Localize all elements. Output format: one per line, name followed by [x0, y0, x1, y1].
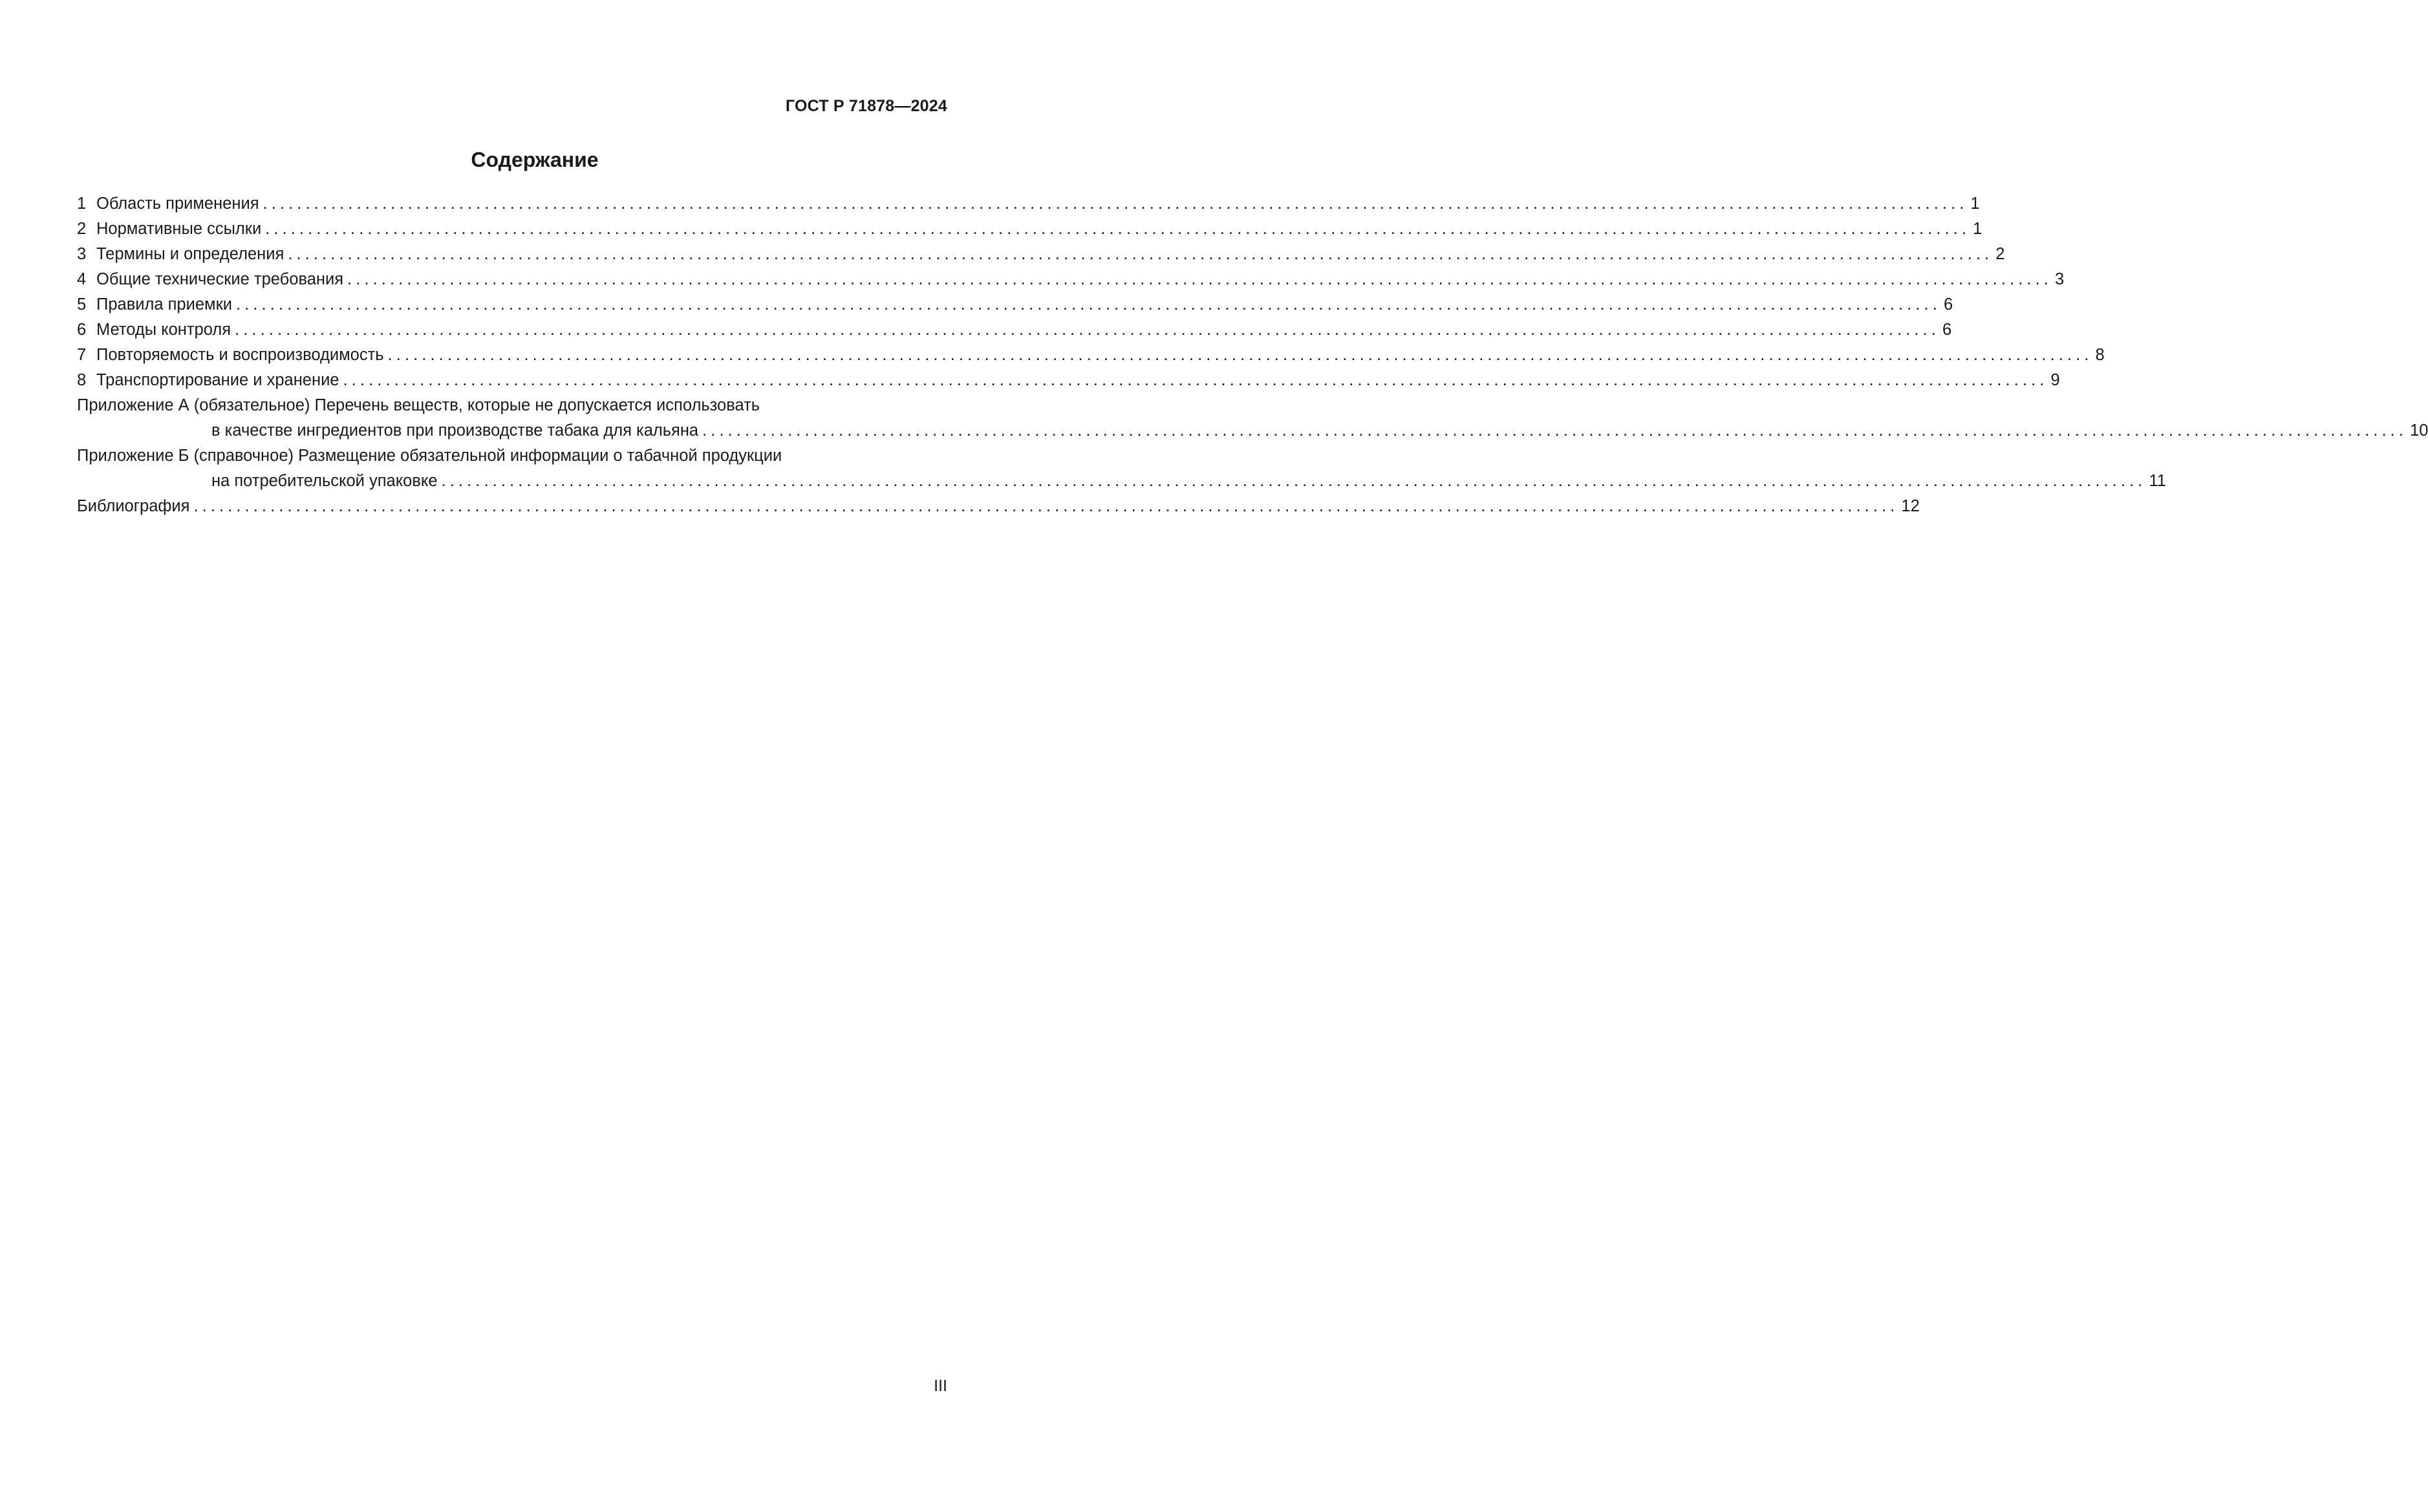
- toc-entry-page: 11: [2149, 472, 2166, 490]
- toc-entry-label: Правила приемки: [96, 295, 232, 314]
- toc-appendix-a-title[interactable]: [77, 393, 948, 418]
- toc-leader-dots: ........................................................................................................................................................................................................: [235, 295, 1941, 314]
- toc-entry-page: 3: [2054, 270, 2065, 288]
- toc-entry-number: 6: [77, 321, 87, 339]
- toc-bibliography[interactable]: [77, 494, 1920, 519]
- toc-entry-number: 8: [77, 371, 87, 389]
- toc-appendix-a-continuation[interactable]: [77, 418, 2428, 443]
- toc-entry-page: 1: [1973, 220, 1982, 238]
- toc-entry-1[interactable]: [77, 191, 1980, 217]
- toc-appendix-b-title[interactable]: [77, 443, 948, 469]
- toc-entry-label: Методы контроля: [96, 321, 231, 339]
- toc-entry-label: Повторяемость и воспроизводимость: [96, 346, 384, 364]
- toc-entry-number: 4: [77, 270, 87, 288]
- toc-leader-dots: ........................................................................................................................................................................................................: [288, 245, 1993, 263]
- toc-entry-7[interactable]: [77, 343, 2105, 368]
- toc-entry-page: 8: [2095, 346, 2105, 364]
- toc-leader-dots: ........................................................................................................................................................................................................: [387, 346, 2093, 364]
- toc-entry-number: 1: [77, 195, 87, 213]
- toc-leader-dots: ........................................................................................................................................................................................................: [702, 421, 2408, 440]
- toc-entry-6[interactable]: [77, 317, 1952, 343]
- toc-entry-label: Термины и определения: [96, 245, 285, 263]
- toc-appendix-label: Приложение Б (справочное) Размещение обязательной информации о табачной продукции: [77, 447, 782, 465]
- toc-entry-3[interactable]: [77, 242, 2005, 267]
- toc-entry-page: 9: [2050, 371, 2060, 389]
- toc-entry-label: Транспортирование и хранение: [96, 371, 339, 389]
- document-number: ГОСТ Р 71878—2024: [785, 97, 947, 115]
- toc-appendix-b-continuation[interactable]: [77, 469, 2166, 494]
- toc-entry-page: 10: [2410, 421, 2428, 440]
- table-of-contents: [77, 191, 2428, 519]
- toc-leader-dots: ........................................................................................................................................................................................................: [235, 321, 1940, 339]
- toc-entry-5[interactable]: [77, 292, 1953, 317]
- toc-leader-dots: ........................................................................................................................................................................................................: [265, 220, 1971, 238]
- toc-entry-number: 7: [77, 346, 87, 364]
- toc-appendix-label-cont: в качестве ингредиентов при производстве табака для кальяна: [211, 421, 699, 440]
- toc-entry-number: 2: [77, 220, 87, 238]
- toc-entry-label: Общие технические требования: [96, 270, 344, 288]
- toc-entry-page: 2: [1995, 245, 2005, 263]
- toc-leader-dots: ........................................................................................................................................................................................................: [263, 195, 1968, 213]
- toc-entry-number: 3: [77, 245, 87, 263]
- toc-entry-label: Область применения: [96, 195, 259, 213]
- toc-entry-number: 5: [77, 295, 87, 314]
- toc-leader-dots: ........................................................................................................................................................................................................: [193, 497, 1899, 515]
- toc-leader-dots: ........................................................................................................................................................................................................: [343, 371, 2048, 389]
- toc-leader-dots: ........................................................................................................................................................................................................: [441, 472, 2147, 490]
- toc-entry-4[interactable]: [77, 267, 2065, 292]
- toc-entry-label: Нормативные ссылки: [96, 220, 262, 238]
- toc-entry-8[interactable]: [77, 368, 2060, 393]
- toc-appendix-label: Приложение А (обязательное) Перечень веществ, которые не допускается использовать: [77, 396, 760, 414]
- toc-title: Содержание: [471, 148, 599, 171]
- toc-entry-page: 1: [1970, 195, 1980, 213]
- toc-entry-page: 6: [1942, 321, 1952, 339]
- toc-appendix-label-cont: на потребительской упаковке: [211, 472, 438, 490]
- toc-entry-page: 6: [1943, 295, 1953, 314]
- toc-leader-dots: ........................................................................................................................................................................................................: [347, 270, 2052, 288]
- toc-entry-2[interactable]: [77, 217, 1982, 242]
- toc-entry-label: Библиография: [77, 497, 190, 515]
- toc-entry-page: 12: [1901, 497, 1920, 515]
- page-number: III: [934, 1377, 947, 1395]
